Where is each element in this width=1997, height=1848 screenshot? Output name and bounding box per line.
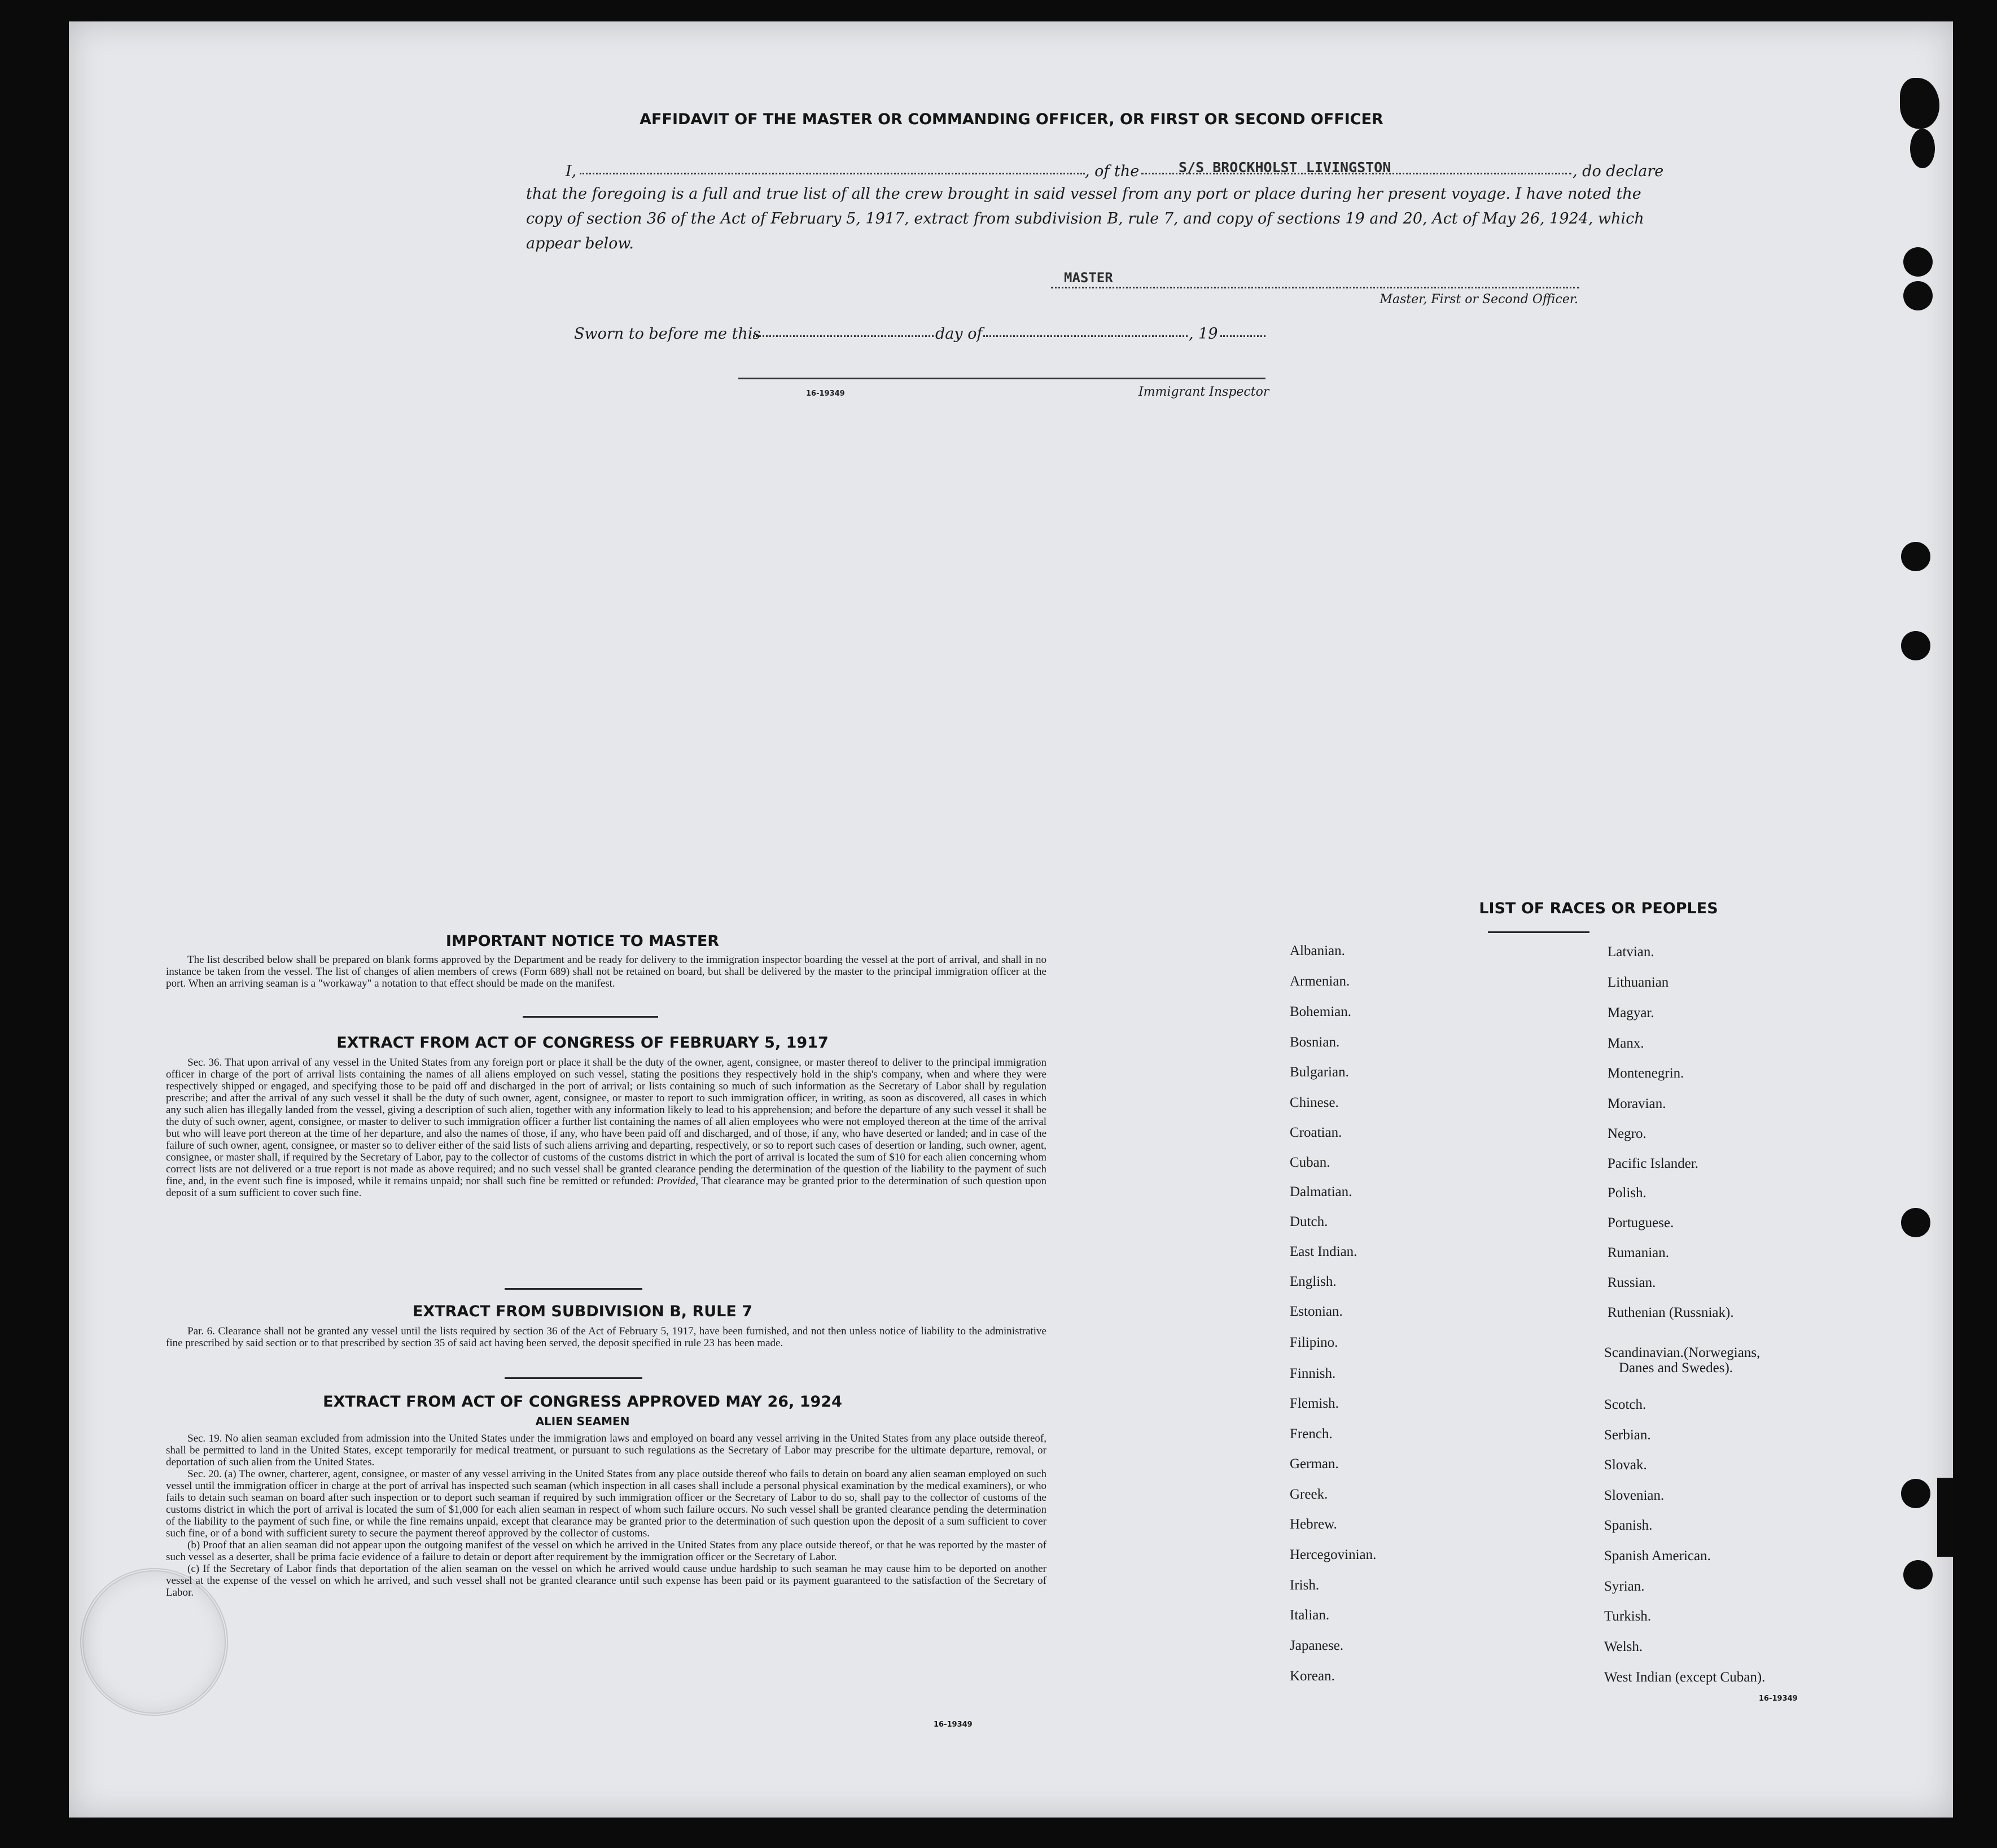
race-item: Slovenian.: [1604, 1488, 1665, 1503]
race-item: Polish.: [1608, 1185, 1646, 1201]
punch-hole: [1901, 631, 1930, 660]
race-item: Montenegrin.: [1608, 1066, 1684, 1081]
of-the-label: , of the: [1085, 163, 1140, 180]
divider: [1488, 931, 1589, 933]
year-label: , 19: [1189, 325, 1218, 343]
race-item: Hebrew.: [1290, 1517, 1337, 1532]
race-item: East Indian.: [1290, 1244, 1357, 1259]
inspector-caption: Immigrant Inspector: [1138, 385, 1269, 399]
signature-caption: Master, First or Second Officer.: [1379, 292, 1578, 306]
race-item: Spanish American.: [1604, 1548, 1711, 1564]
race-item: Scotch.: [1604, 1397, 1646, 1412]
race-item: Rumanian.: [1608, 1245, 1670, 1260]
race-item: Danes and Swedes).: [1619, 1360, 1733, 1376]
race-item: Hercegovinian.: [1290, 1547, 1377, 1562]
punch-hole: [1901, 1479, 1930, 1508]
race-item: Pacific Islander.: [1608, 1156, 1699, 1171]
race-item: Slovak.: [1604, 1457, 1647, 1473]
edge-tear: [1937, 1478, 1954, 1557]
race-item: Bulgarian.: [1290, 1065, 1349, 1080]
race-item: Finnish.: [1290, 1366, 1336, 1381]
edge-tear: [1910, 129, 1935, 168]
rule-7-text: [166, 1325, 1046, 1349]
declaration-text: that the foregoing is a full and true list of all the crew brought in said vessel from any port or place during her present voyage. I have noted the copy of section 36 of the Act of February 5, 1917, extract from subdivision B, rule 7, and copy of sections 19 and 20, Act of May 26, 1924, which appear below.: [526, 185, 1644, 252]
edge-tear: [1900, 78, 1939, 129]
sworn-day-blank: [753, 335, 934, 337]
section-19-paragraph: Sec. 19. No alien seaman excluded from admission into the United States under the immigration laws and employed on board any vessel arriving in the United States from any place outside thereof, shall be permitted to land in the United States, except temporarily for medical treatment, or pursuant to such regulations as the Secretary of Labor may prescribe for the ultimate departure, removal, or deportation of such alien from the United States.: [166, 1433, 1046, 1468]
race-item: German.: [1290, 1456, 1339, 1472]
do-declare-label: , do declare: [1573, 163, 1664, 180]
sworn-month-blank: [983, 335, 1188, 337]
race-item: Negro.: [1608, 1126, 1646, 1141]
race-item: Filipino.: [1290, 1335, 1338, 1350]
punch-hole: [1901, 542, 1930, 571]
race-item: Japanese.: [1290, 1638, 1344, 1653]
race-item: Serbian.: [1604, 1427, 1651, 1443]
punch-hole: [1903, 1560, 1933, 1589]
signature-line: [1051, 287, 1579, 288]
extract-1917-text: [166, 1057, 1046, 1199]
extract-1917-title: EXTRACT FROM ACT OF CONGRESS OF FEBRUARY 5, 1917: [336, 1034, 829, 1052]
race-item: Bohemian.: [1290, 1004, 1352, 1019]
punch-hole: [1903, 281, 1933, 310]
races-form-code: 16-19349: [1759, 1694, 1798, 1703]
race-item: Scandinavian.(Norwegians,: [1604, 1345, 1760, 1360]
sworn-label: Sworn to before me this: [574, 325, 761, 343]
race-item: Bosnian.: [1290, 1035, 1340, 1050]
alien-seamen-subtitle: ALIEN SEAMEN: [535, 1415, 630, 1428]
rule-7-title: EXTRACT FROM SUBDIVISION B, RULE 7: [412, 1303, 753, 1320]
punch-hole: [1901, 1208, 1930, 1237]
vessel-name: S/S BROCKHOLST LIVINGSTON: [1179, 159, 1391, 176]
provided-label: Provided,: [656, 1175, 699, 1187]
affidavit-title: AFFIDAVIT OF THE MASTER OR COMMANDING OFFICER, OR FIRST OR SECOND OFFICER: [640, 111, 1383, 128]
affidavit-form-code: 16-19349: [806, 389, 845, 398]
race-item: Ruthenian (Russniak).: [1608, 1305, 1734, 1320]
sworn-year-blank: [1220, 335, 1265, 337]
embossed-seal: [80, 1568, 228, 1716]
notice-text: [166, 954, 1046, 989]
notice-title: IMPORTANT NOTICE TO MASTER: [445, 932, 720, 950]
section-20b-paragraph: (b) Proof that an alien seaman did not appear upon the outgoing manifest of the vessel on which he arrived in the United States from any place outside thereof, or that he was reported by the master of such vessel as a deserter, shall be prima facie evidence of a failure to detain or deport after requirement by the immigration officer or the Secretary of Labor.: [166, 1539, 1046, 1563]
section-36-text: Sec. 36. That upon arrival of any vessel in the United States from any foreign port or place it shall be the duty of the owner, agent, consignee, or master thereof to deliver to the principal immigration officer in charge of the port of arrival lists containing the names of all aliens employed on such vessel, stating the positions they respectively hold in the ship's company, when and where they were respectively shipped or engaged, and specifying those to be paid off and discharged in the port of arrival; or lists containing so much of such information as the Secretary of Labor shall by regulation prescribe; and after the arrival of any such vessel it shall be the duty of such owner, agent, consignee, or master to report to such immigration officer, in writing, as soon as discovered, all cases in which any such alien has illegally landed from the vessel, giving a description of such alien, together with any information likely to lead to his apprehension; and before the departure of any such vessel it shall be the duty of such owner, agent, consignee, or master to deliver to such immigration officer a further list containing the names of all alien employees who were not employed thereon at the time of the arrival but who will leave port thereon at the time of her departure, and also the names of those, if any, who have been paid off and discharged, and of those, if any, who have deserted or landed; and in case of the failure of such owner, agent, consignee, or master so to deliver either of the said lists of such aliens arriving and departing, respectively, or so to report such cases of desertion or landing, such owner, agent, consignee, or master shall, if required by the Secretary of Labor, pay to the collector of customs of the customs district in which the port of arrival is located the sum of $10 for each alien concerning whom correct lists are not delivered or a true report is not made as above required; and no such vessel shall be granted clearance pending the determination of the question of the liability to the payment of such fine, and, in the event such fine is imposed, while it remains unpaid; nor shall such fine be remitted or refunded:: [166, 1057, 1046, 1187]
section-36-paragraph: [166, 1057, 1046, 1199]
race-item: Armenian.: [1290, 974, 1350, 989]
race-item: Dalmatian.: [1290, 1184, 1352, 1199]
notice-paragraph: The list described below shall be prepared on blank forms approved by the Department and be ready for delivery to the immigration inspector boarding the vessel at the port of arrival, and shall in no instance be taken from the vessel. The list of changes of alien members of crews (Form 689) shall not be retained on board, but shall be delivered by the master to the principal immigration officer at the port. When an arriving seaman is a "workaway" a notation to that effect should be made on the manifest.: [166, 954, 1046, 989]
race-item: Syrian.: [1604, 1579, 1645, 1594]
extract-1924-title: EXTRACT FROM ACT OF CONGRESS APPROVED MAY 26, 1924: [323, 1393, 842, 1411]
race-item: Albanian.: [1290, 943, 1345, 958]
divider: [523, 1016, 658, 1018]
race-item: Magyar.: [1608, 1005, 1654, 1021]
name-blank: [580, 173, 1085, 174]
races-title: LIST OF RACES OR PEOPLES: [1479, 900, 1718, 917]
race-item: French.: [1290, 1426, 1333, 1442]
section-20c-paragraph: (c) If the Secretary of Labor finds that deportation of the alien seaman on the vessel on which he arrived would cause undue hardship to such seaman he may cause him to be deported on another vessel at the expense of the vessel on which he arrived, and such vessel shall not be granted clearance until such expense has been paid or its payment guaranteed to the satisfaction of the Secretary of Labor.: [166, 1563, 1046, 1599]
section-20a-paragraph: Sec. 20. (a) The owner, charterer, agent, consignee, or master of any vessel arriving in the United States from any place outside thereof who fails to detain on board any alien seaman employed on such vessel until the immigration officer in charge at the port of arrival has inspected such seaman (which inspection in all cases shall include a personal physical examination by the medical examiners), or who fails to detain such seaman on board after such inspection or to deport such seaman if required by such immigration officer or the Secretary of Labor to do so, shall pay to the collector of customs of the customs district in which the port of arrival is located the sum of $1,000 for each alien seaman in respect of whom such failure occurs. No such vessel shall be granted clearance pending the determination of the liability to the payment of such fine, or while the fine remains unpaid, except that clearance may be granted prior to the determination of such question upon the deposit of a sum sufficient to cover such fine, or of a bond with sufficient surety to secure the payment thereof approved by the collector of customs.: [166, 1468, 1046, 1539]
race-item: Korean.: [1290, 1669, 1335, 1684]
race-item: Dutch.: [1290, 1214, 1328, 1229]
extract-1924-text: [166, 1433, 1046, 1599]
race-item: Estonian.: [1290, 1304, 1343, 1319]
section-36-proviso: That clearance may be granted prior to the determination of such question upon deposit of a sum sufficient to cover such fine.: [166, 1175, 1046, 1199]
race-item: Russian.: [1608, 1275, 1656, 1290]
inspector-signature-line: [738, 378, 1265, 379]
race-item: Latvian.: [1608, 944, 1654, 960]
race-item: Moravian.: [1608, 1096, 1666, 1111]
race-item: English.: [1290, 1274, 1337, 1289]
race-item: Italian.: [1290, 1608, 1330, 1623]
divider: [505, 1377, 642, 1379]
race-item: Spanish.: [1604, 1518, 1653, 1533]
race-item: Greek.: [1290, 1487, 1328, 1502]
race-item: Manx.: [1608, 1036, 1644, 1051]
race-item: Irish.: [1290, 1578, 1320, 1593]
race-item: West Indian (except Cuban).: [1604, 1670, 1766, 1685]
document-page: [69, 21, 1953, 1818]
race-item: Turkish.: [1604, 1609, 1652, 1624]
race-item: Croatian.: [1290, 1125, 1342, 1140]
race-item: Chinese.: [1290, 1095, 1339, 1110]
race-item: Welsh.: [1604, 1639, 1643, 1654]
punch-hole: [1903, 247, 1933, 277]
day-of-label: day of: [935, 325, 983, 343]
race-item: Flemish.: [1290, 1396, 1339, 1411]
signature-value: MASTER: [1064, 270, 1113, 286]
rule-7-paragraph: Par. 6. Clearance shall not be granted any vessel until the lists required by section 36 of the Act of February 5, 1917, have been furnished, and not then unless notice of liability to the administrative fine prescribed by said section or to that prescribed by section 35 of said act having been served, the deposit specified in rule 23 has been made.: [166, 1325, 1046, 1349]
extract-form-code: 16-19349: [934, 1720, 973, 1729]
race-item: Lithuanian: [1608, 975, 1669, 990]
race-item: Cuban.: [1290, 1155, 1330, 1170]
race-item: Portuguese.: [1608, 1215, 1674, 1230]
i-label: I,: [566, 163, 577, 180]
divider: [505, 1288, 642, 1290]
